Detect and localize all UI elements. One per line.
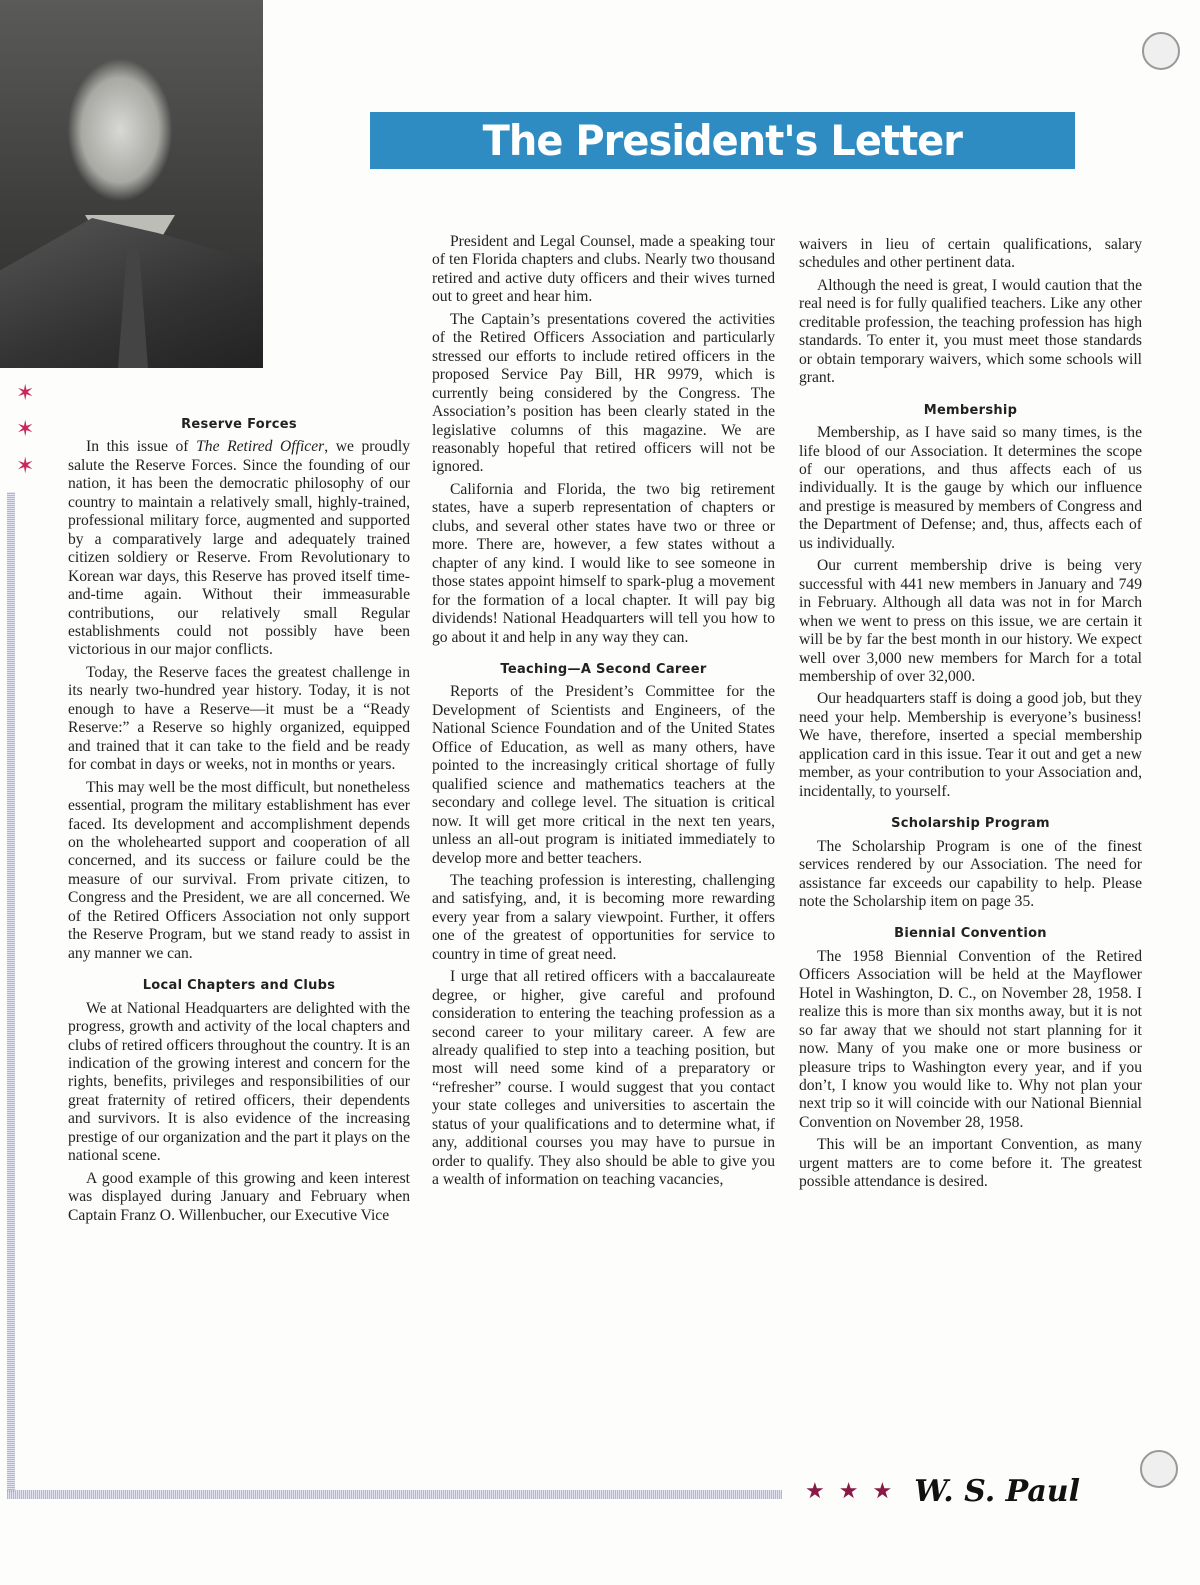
decorative-horizontal-rule	[7, 1490, 782, 1499]
column-2	[432, 233, 775, 1194]
paragraph: I urge that all retired officers with a baccalaureate degree, or higher, give careful and profound consideration to entering the teaching profession as a second career to your military career. A few are already qualified to step into a teaching position, but most will need some kind of a preparatory or “refresher” course. I would suggest that you contact your state colleges and universities to ascertain the status of your qualifications and to determine what, if any, additional courses you may have to pursue in order to qualify. They also should be able to give you a wealth of information on teaching vacancies,	[432, 968, 775, 1189]
section-heading-teaching: Teaching—A Second Career	[500, 661, 707, 677]
paragraph: waivers in lieu of certain qualifications, salary schedules and other pertinent data.	[799, 236, 1142, 272]
section-heading-scholarship: Scholarship Program	[891, 816, 1050, 832]
paragraph: Today, the Reserve faces the greatest challenge in its nearly two-hundred year history. Today, it is not enough to have a Reserve—it must be a “Ready Reserve:” a Reserve so highly organized, equipped and trained that it can take to the field and be ready for combat in days or weeks, not in months or years.	[68, 663, 410, 774]
star-icon: ✶	[16, 381, 35, 406]
page-title: The President's Letter	[482, 116, 963, 165]
paragraph: Reports of the President’s Committee for the Development of Scientists and Engineers, of the National Science Foundation and of the United States Office of Education, as well as many others, have pointed to the increasingly critical shortage of fully qualified science and mathematics teachers at the secondary and college level. The situation is critical now. It will get more critical in the next ten years, unless an all-out program is initiated immediately to develop more and better teachers.	[432, 683, 775, 867]
paragraph: The Scholarship Program is one of the finest services rendered by our Association. The need for assistance far exceeds our capability to help. Please note the Scholarship item on page 35.	[799, 837, 1142, 910]
title-banner	[370, 112, 1075, 169]
paragraph: The Captain’s presentations covered the activities of the Retired Officers Association and particularly stressed our efforts to include retired officers in the proposed Service Pay Bill, HR 9979, which is currently being considered by the Congress. The Association’s position has been clearly stated in the legislative columns of this magazine. We are reasonably hopeful that retired officers will not be ignored.	[432, 310, 775, 476]
text: In this issue of	[86, 438, 197, 456]
publication-title: The Retired Officer	[196, 438, 325, 456]
section-heading-membership: Membership	[923, 402, 1018, 418]
column-1	[68, 416, 410, 1229]
paragraph: This will be an important Convention, as many urgent matters are to come before it. The greatest possible attendance is desired.	[799, 1136, 1142, 1191]
paragraph: Our current membership drive is being very successful with 441 new members in January and 749 in February. Although all data was not in for March when we went to press on this issue, we are certain it will be by far the best month in our history. We expect well over 3,000 new members for March for a total membership of over 32,000.	[799, 557, 1142, 685]
paragraph: The teaching profession is interesting, challenging and satisfying, and, it is becoming more rewarding every year from a salary viewpoint. Further, it offers one of the greatest of opportunities for service to country in time of great need.	[432, 871, 775, 963]
paragraph: California and Florida, the two big retirement states, have a superb representation of chapters or clubs, and several other states have two or three or more. There are, however, a few states without a chapter of any kind. I would like to see someone in those states appoint himself to spark-plug a movement for the formation of a local chapter. It will pay big dividends! National Headquarters will tell you how to go about it and help in any way they can.	[432, 480, 775, 646]
star-icon: ★	[838, 1479, 859, 1504]
paragraph: President and Legal Counsel, made a speaking tour of ten Florida chapters and clubs. Nearly two thousand retired and active duty officers and their wives turned out to greet and hear him.	[432, 233, 775, 306]
paragraph: We at National Headquarters are delighted with the progress, growth and activity of the local chapters and clubs of retired officers throughout the country. It is an indication of the growing interest and concern for the rights, benefits, privileges and responsibilities of our great fraternity of retired officers, their dependents and survivors. It is also evidence of the increasing prestige of our organization and the part it plays on the national scene.	[68, 999, 410, 1165]
section-heading-reserve-forces: Reserve Forces	[181, 417, 297, 432]
section-heading-local-chapters: Local Chapters and Clubs	[142, 978, 336, 994]
signature: W. S. Paul	[914, 1474, 1080, 1509]
paragraph	[68, 438, 410, 659]
star-icon: ✶	[16, 454, 35, 479]
star-icon: ★	[872, 1479, 893, 1504]
signature-block	[805, 1474, 1080, 1509]
paragraph: Our headquarters staff is doing a good job, but they need your help. Membership is everyone’s business! We have, therefore, inserted a special membership application card in this issue. Tear it out and get a new member, as your contribution to your Association and, incidentally, to yourself.	[799, 690, 1142, 800]
paragraph: Although the need is great, I would caution that the real need is for fully qualified teachers. Like any other creditable profession, the teaching profession has high standards. To enter it, you must meet those standards or obtain temporary waivers, which some schools will grant.	[799, 276, 1142, 387]
binder-hole-icon	[1140, 1450, 1178, 1488]
president-portrait-photo	[0, 0, 263, 368]
decorative-vertical-rule	[7, 492, 15, 1492]
star-icon: ✶	[16, 417, 35, 442]
paragraph: This may well be the most difficult, but nonetheless essential, program the military establishment has ever faced. Its development and accomplishment depends on the wholehearted support and cooperation of all concerned, and its success or failure could be the measure of our survival. From private citizen, to Congress and the President, we are all concerned. We of the Retired Officers Association not only support the Reserve Program, but we stand ready to assist in any manner we can.	[68, 778, 410, 962]
star-icon: ★	[805, 1479, 825, 1504]
text: , we proudly salute the Reserve Forces. Since the founding of our nation, it has been the democratic philosophy of our country to maintain a relatively small, highly-trained, professional military force, augmented and supported by a comparatively large and adequately trained citizen soldiery or Reserve. From Revolutionary to Korean war days, this Reserve has proved itself time-and-time again. Without their immeasurable contributions, our relatively small Regular establishments could not possibly have been victorious in our major conflicts.	[68, 438, 410, 659]
paragraph: The 1958 Biennial Convention of the Retired Officers Association will be held at the Mayflower Hotel in Washington, D. C., on November 28, 1958. I realize this is more than six months away, but it is not so far away that we should not start planning for it now. Many of you make one or more business or pleasure trips to Washington every year, and if you don’t, I know you would like to. Why not plan your next trip so it will coincide with our National Biennial Convention on November 28, 1958.	[799, 947, 1142, 1131]
section-heading-convention: Biennial Convention	[894, 926, 1047, 942]
column-3	[799, 236, 1142, 1196]
binder-hole-icon	[1142, 32, 1180, 70]
paragraph: A good example of this growing and keen interest was displayed during January and February when Captain Franz O. Willenbucher, our Executive Vice	[68, 1169, 410, 1224]
paragraph: Membership, as I have said so many times, is the life blood of our Association. It determines the scope of our operations, and thus affects each of us individually. It is the gauge by which our influence and prestige is measured by members of Congress and the Department of Defense; and, thus, affects each of us individually.	[799, 424, 1142, 552]
